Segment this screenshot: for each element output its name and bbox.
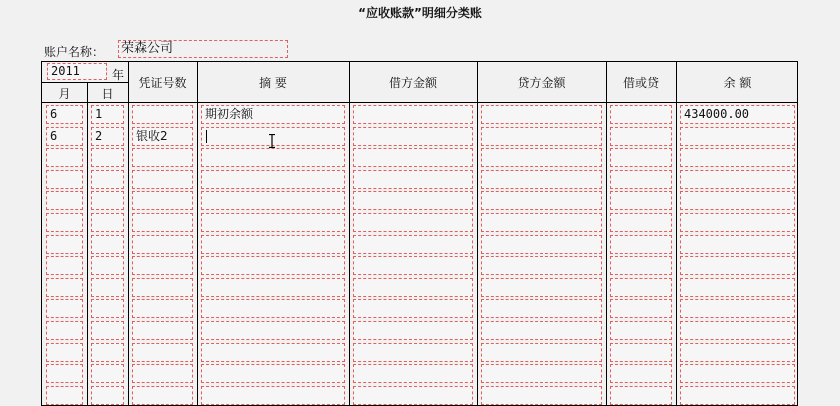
- header-summary: 摘 要: [259, 76, 287, 90]
- row-4-month-input[interactable]: [46, 170, 83, 189]
- row-7-balance-input[interactable]: [680, 235, 795, 254]
- row-2-credit-input[interactable]: [481, 127, 602, 146]
- row-12-dc-input[interactable]: [610, 343, 672, 362]
- row-4-dc-input[interactable]: [610, 170, 672, 189]
- row-2-voucher-input[interactable]: 银收2: [132, 127, 193, 146]
- header-month: 月: [58, 87, 71, 101]
- row-10-dc-input[interactable]: [610, 299, 672, 318]
- row-5-credit-input[interactable]: [481, 191, 602, 210]
- row-5-summary-input[interactable]: [201, 191, 345, 210]
- row-12-debit-input[interactable]: [353, 343, 473, 362]
- column-divider: [477, 62, 478, 405]
- row-4-balance-input[interactable]: [680, 170, 795, 189]
- row-3-credit-input[interactable]: [481, 148, 602, 167]
- row-7-credit-input[interactable]: [481, 235, 602, 254]
- account-name-label: 账户名称：: [44, 45, 105, 59]
- row-8-summary-input[interactable]: [201, 256, 345, 275]
- header-credit-amount: 贷方金额: [517, 76, 566, 90]
- row-8-voucher-input[interactable]: [132, 256, 193, 275]
- row-4-summary-input[interactable]: [201, 170, 345, 189]
- row-11-dc-input[interactable]: [610, 321, 672, 340]
- row-8-month-input[interactable]: [46, 256, 83, 275]
- row-1-dc-input[interactable]: [610, 105, 672, 124]
- row-10-day-input[interactable]: [91, 299, 124, 318]
- row-10-credit-input[interactable]: [481, 299, 602, 318]
- row-11-month-input[interactable]: [46, 321, 83, 340]
- row-10-month-input[interactable]: [46, 299, 83, 318]
- row-6-balance-input[interactable]: [680, 213, 795, 232]
- row-14-credit-input[interactable]: [481, 386, 602, 405]
- row-14-month-input[interactable]: [46, 386, 83, 405]
- year-suffix-label: 年: [111, 68, 124, 82]
- column-divider: [128, 62, 129, 405]
- row-6-debit-input[interactable]: [353, 213, 473, 232]
- row-8-day-input[interactable]: [91, 256, 124, 275]
- row-14-debit-input[interactable]: [353, 386, 473, 405]
- row-9-summary-input[interactable]: [201, 278, 345, 297]
- row-14-dc-input[interactable]: [610, 386, 672, 405]
- row-13-day-input[interactable]: [91, 364, 124, 383]
- row-5-dc-input[interactable]: [610, 191, 672, 210]
- ledger-title: “应收账款”明细分类账: [358, 6, 482, 20]
- row-2-debit-input[interactable]: [353, 127, 473, 146]
- row-10-summary-input[interactable]: [201, 299, 345, 318]
- row-11-summary-input[interactable]: [201, 321, 345, 340]
- row-11-day-input[interactable]: [91, 321, 124, 340]
- header-voucher-no: 凭证号数: [138, 76, 187, 90]
- row-4-day-input[interactable]: [91, 170, 124, 189]
- row-3-day-input[interactable]: [91, 148, 124, 167]
- row-9-debit-input[interactable]: [353, 278, 473, 297]
- row-7-summary-input[interactable]: [201, 235, 345, 254]
- row-6-dc-input[interactable]: [610, 213, 672, 232]
- row-1-credit-input[interactable]: [481, 105, 602, 124]
- row-13-month-input[interactable]: [46, 364, 83, 383]
- row-3-voucher-input[interactable]: [132, 148, 193, 167]
- account-name-input[interactable]: 荣森公司: [118, 40, 288, 58]
- row-7-month-input[interactable]: [46, 235, 83, 254]
- row-3-debit-input[interactable]: [353, 148, 473, 167]
- row-6-summary-input[interactable]: [201, 213, 345, 232]
- text-caret: [206, 130, 207, 143]
- header-divider: [42, 102, 797, 103]
- row-6-voucher-input[interactable]: [132, 213, 193, 232]
- row-13-summary-input[interactable]: [201, 364, 345, 383]
- row-11-balance-input[interactable]: [680, 321, 795, 340]
- row-6-credit-input[interactable]: [481, 213, 602, 232]
- ledger-table: [41, 61, 798, 406]
- row-9-dc-input[interactable]: [610, 278, 672, 297]
- row-1-month-input[interactable]: 6: [46, 105, 83, 124]
- header-debit-or-credit: 借或贷: [622, 76, 659, 90]
- row-7-debit-input[interactable]: [353, 235, 473, 254]
- row-14-summary-input[interactable]: [201, 386, 345, 405]
- row-1-day-input[interactable]: 1: [91, 105, 124, 124]
- row-11-debit-input[interactable]: [353, 321, 473, 340]
- row-11-credit-input[interactable]: [481, 321, 602, 340]
- row-7-day-input[interactable]: [91, 235, 124, 254]
- row-13-debit-input[interactable]: [353, 364, 473, 383]
- row-13-credit-input[interactable]: [481, 364, 602, 383]
- row-13-voucher-input[interactable]: [132, 364, 193, 383]
- row-5-day-input[interactable]: [91, 191, 124, 210]
- row-14-voucher-input[interactable]: [132, 386, 193, 405]
- row-1-summary-input[interactable]: 期初余额: [201, 105, 345, 124]
- row-9-voucher-input[interactable]: [132, 278, 193, 297]
- row-12-month-input[interactable]: [46, 343, 83, 362]
- column-divider: [197, 62, 198, 405]
- row-9-month-input[interactable]: [46, 278, 83, 297]
- text-cursor-icon: [268, 134, 276, 148]
- row-7-dc-input[interactable]: [610, 235, 672, 254]
- row-1-voucher-input[interactable]: [132, 105, 193, 124]
- column-divider: [676, 62, 677, 405]
- row-13-dc-input[interactable]: [610, 364, 672, 383]
- row-11-voucher-input[interactable]: [132, 321, 193, 340]
- column-divider: [606, 62, 607, 405]
- row-8-credit-input[interactable]: [481, 256, 602, 275]
- row-5-voucher-input[interactable]: [132, 191, 193, 210]
- row-5-month-input[interactable]: [46, 191, 83, 210]
- row-8-balance-input[interactable]: [680, 256, 795, 275]
- row-14-balance-input[interactable]: [680, 386, 795, 405]
- row-1-debit-input[interactable]: [353, 105, 473, 124]
- row-9-balance-input[interactable]: [680, 278, 795, 297]
- row-9-day-input[interactable]: [91, 278, 124, 297]
- row-12-summary-input[interactable]: [201, 343, 345, 362]
- row-2-day-input[interactable]: 2: [91, 127, 124, 146]
- row-1-balance-input[interactable]: 434000.00: [680, 105, 795, 124]
- row-3-summary-input[interactable]: [201, 148, 345, 167]
- row-4-credit-input[interactable]: [481, 170, 602, 189]
- row-2-balance-input[interactable]: [680, 127, 795, 146]
- row-8-dc-input[interactable]: [610, 256, 672, 275]
- header-debit-amount: 借方金额: [388, 76, 437, 90]
- row-4-voucher-input[interactable]: [132, 170, 193, 189]
- row-10-debit-input[interactable]: [353, 299, 473, 318]
- header-balance: 余 额: [723, 76, 752, 90]
- row-13-balance-input[interactable]: [680, 364, 795, 383]
- row-3-balance-input[interactable]: [680, 148, 795, 167]
- row-3-dc-input[interactable]: [610, 148, 672, 167]
- row-14-day-input[interactable]: [91, 386, 124, 405]
- column-divider: [349, 62, 350, 405]
- row-12-voucher-input[interactable]: [132, 343, 193, 362]
- row-12-day-input[interactable]: [91, 343, 124, 362]
- row-5-debit-input[interactable]: [353, 191, 473, 210]
- row-12-credit-input[interactable]: [481, 343, 602, 362]
- row-9-credit-input[interactable]: [481, 278, 602, 297]
- row-6-month-input[interactable]: [46, 213, 83, 232]
- row-10-balance-input[interactable]: [680, 299, 795, 318]
- row-12-balance-input[interactable]: [680, 343, 795, 362]
- row-2-dc-input[interactable]: [610, 127, 672, 146]
- year-input[interactable]: 2011: [47, 63, 107, 80]
- row-8-debit-input[interactable]: [353, 256, 473, 275]
- column-divider: [87, 62, 88, 405]
- row-2-month-input[interactable]: 6: [46, 127, 83, 146]
- row-10-voucher-input[interactable]: [132, 299, 193, 318]
- row-3-month-input[interactable]: [46, 148, 83, 167]
- row-7-voucher-input[interactable]: [132, 235, 193, 254]
- row-4-debit-input[interactable]: [353, 170, 473, 189]
- header-day: 日: [101, 87, 114, 101]
- row-6-day-input[interactable]: [91, 213, 124, 232]
- row-5-balance-input[interactable]: [680, 191, 795, 210]
